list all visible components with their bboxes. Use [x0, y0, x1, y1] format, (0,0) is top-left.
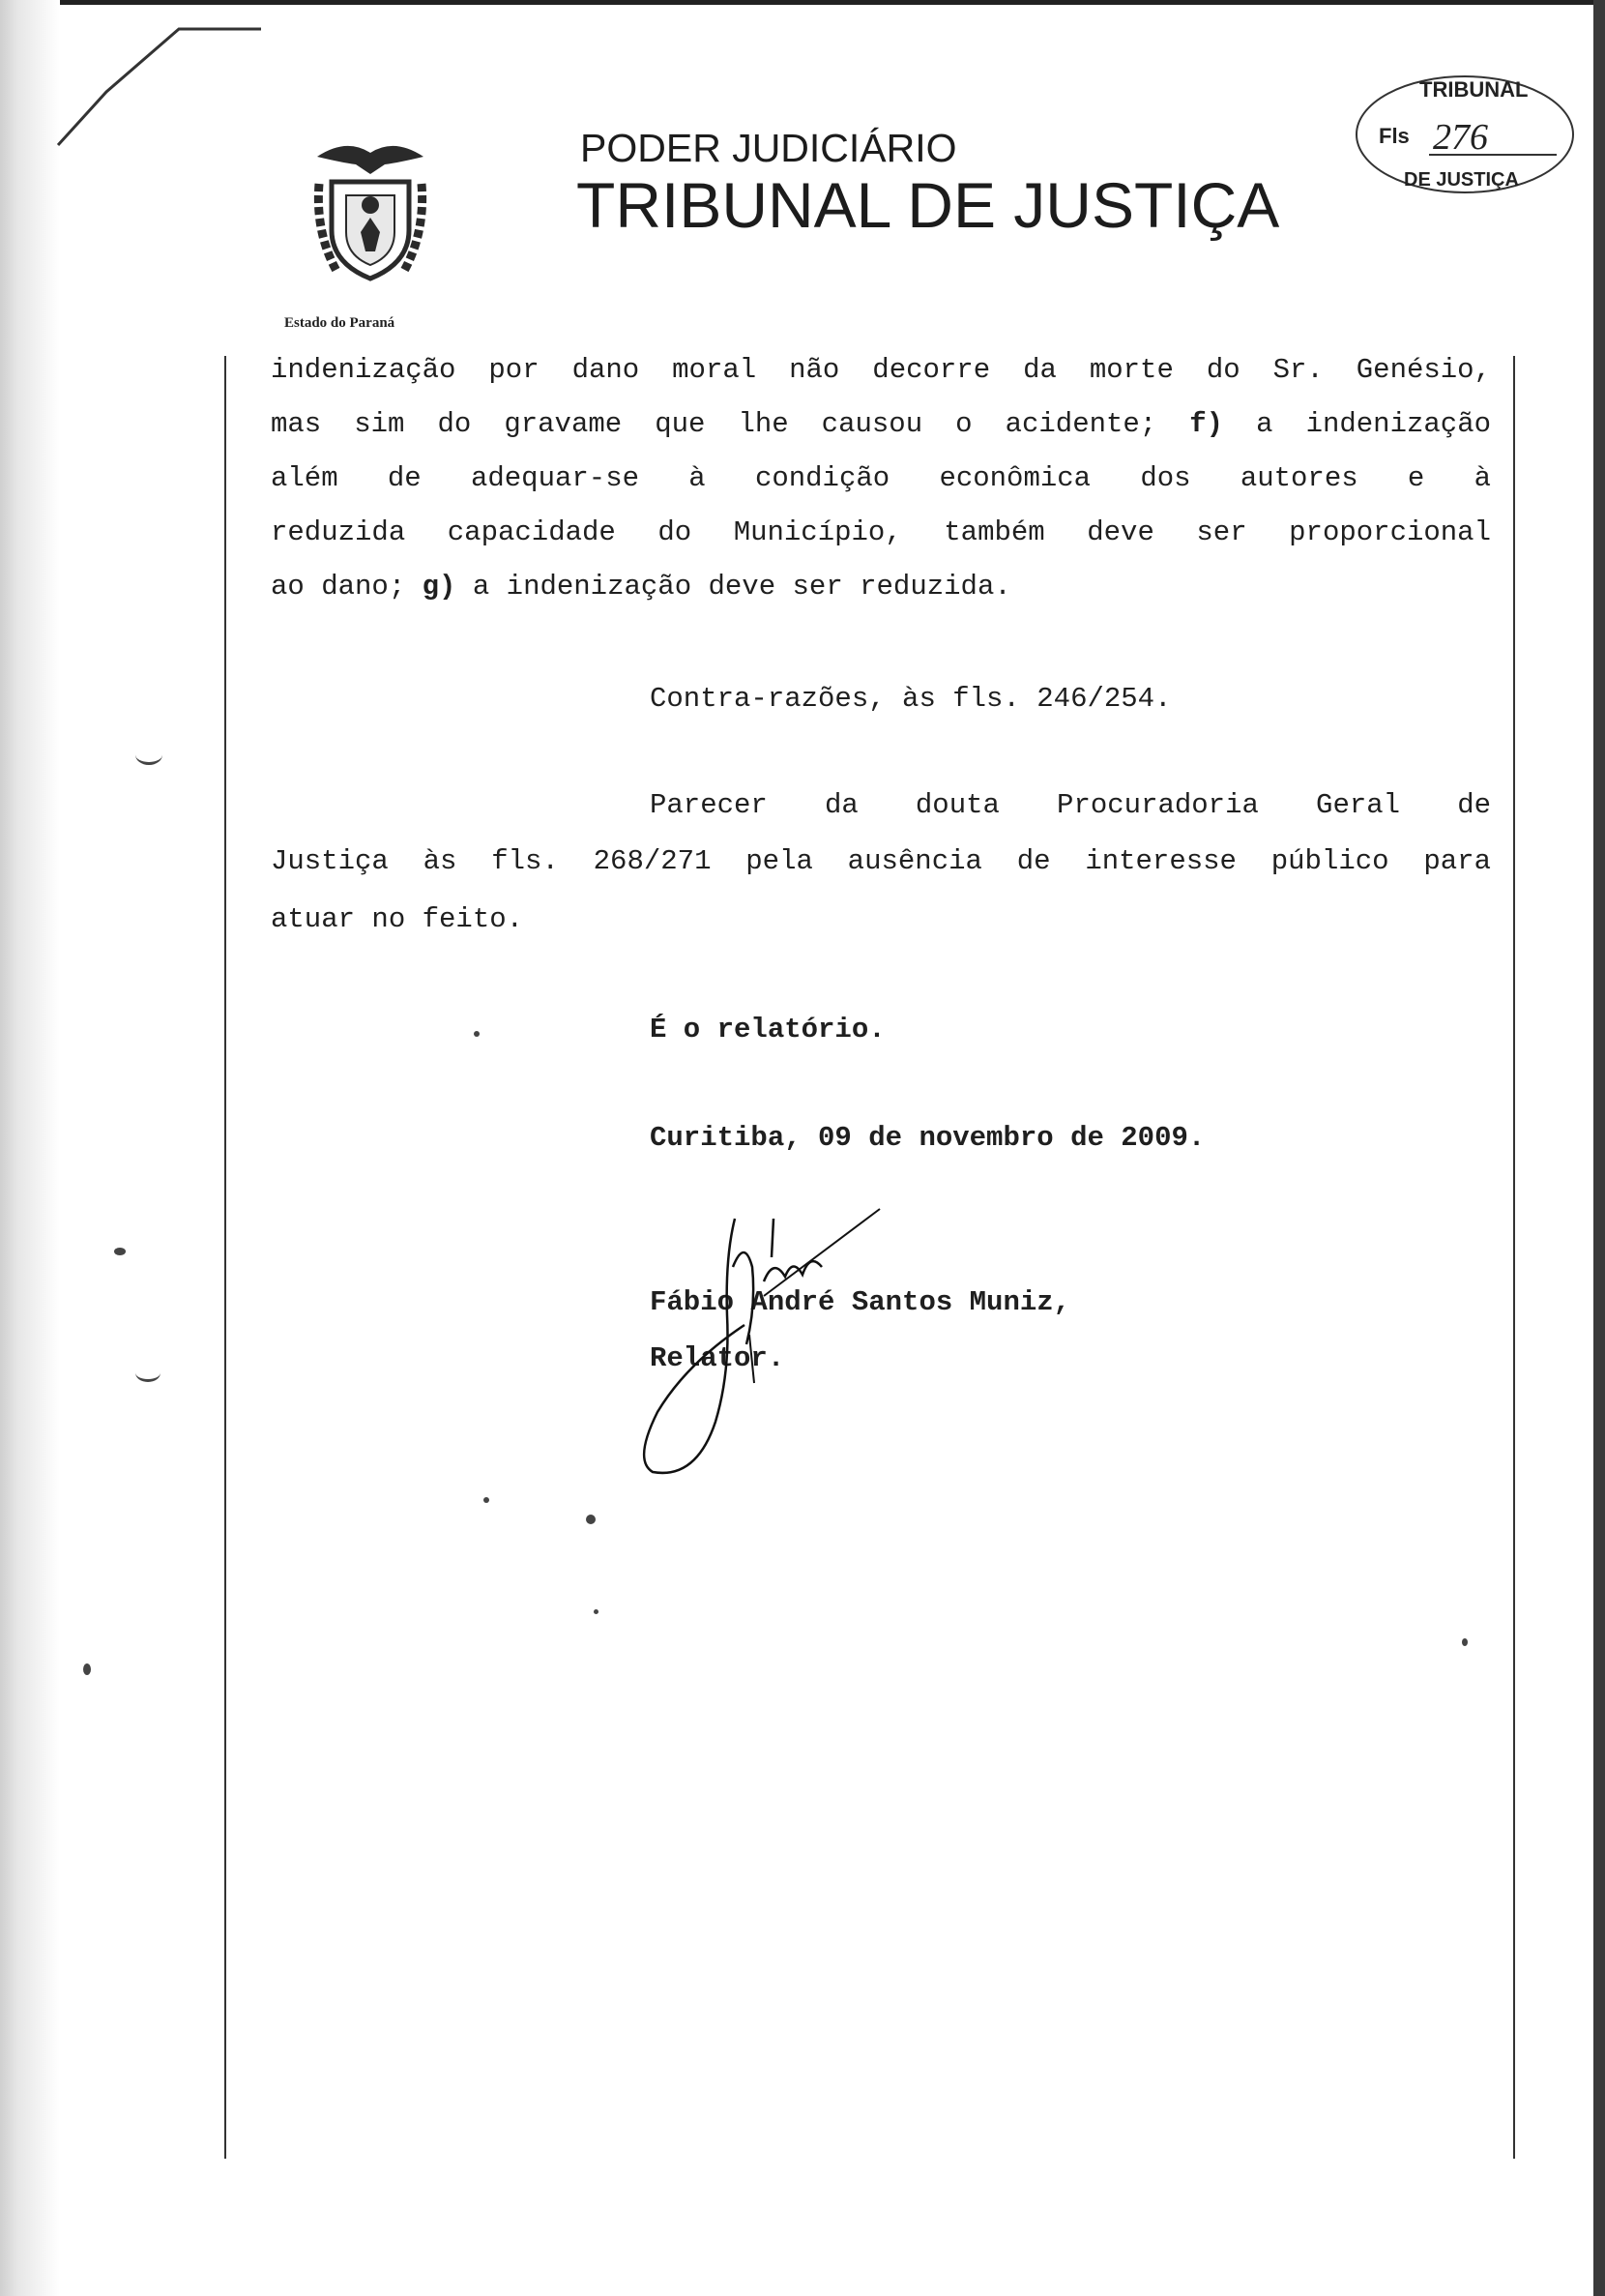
- body-line-5-text-a: ao dano;: [271, 571, 406, 603]
- scan-right-edge: [1593, 0, 1605, 2296]
- item-f-marker: f): [1189, 408, 1224, 440]
- body-line-1: indenização por dano moral não decorre da morte do Sr. Genésio,: [271, 354, 1491, 386]
- body-line-2-text-a: mas sim do gravame que lhe causou o acidente;: [271, 408, 1157, 440]
- body-line-2: [271, 408, 1491, 441]
- parecer-line-1: Parecer da douta Procuradoria Geral de: [650, 789, 1491, 821]
- scan-speck: [114, 1248, 126, 1255]
- parecer-line-2: Justiça às fls. 268/271 pela ausência de interesse público para: [271, 845, 1491, 877]
- scan-speck: [135, 1364, 160, 1382]
- stamp-bottom-text: DE JUSTIÇA: [1404, 169, 1519, 191]
- page-number-stamp: [1344, 62, 1576, 217]
- scan-corner-mark: [0, 0, 290, 193]
- body-line-2-text-b: a indenização: [1256, 408, 1491, 440]
- body-line-5: [271, 571, 1011, 603]
- parana-coat-of-arms-icon: [307, 135, 433, 290]
- date-line: Curitiba, 09 de novembro de 2009.: [650, 1122, 1206, 1154]
- header-branch: PODER JUDICIÁRIO: [580, 126, 957, 170]
- scan-speck: [586, 1515, 596, 1524]
- scan-speck: [83, 1663, 91, 1675]
- scan-speck: [474, 1031, 480, 1037]
- stamp-label: Fls: [1379, 124, 1410, 148]
- scan-speck: [483, 1497, 489, 1503]
- handwritten-signature: [619, 1199, 909, 1489]
- state-name: Estado do Paraná: [284, 315, 395, 331]
- scan-speck: [1462, 1638, 1468, 1646]
- stamp-top-text: TRIBUNAL: [1419, 77, 1529, 102]
- signer-role: Relator.: [650, 1342, 785, 1374]
- item-g-marker: g): [422, 571, 456, 603]
- left-margin-rule: [224, 356, 226, 2159]
- parecer-line-3: atuar no feito.: [271, 903, 524, 935]
- body-line-5-text-b: a indenização deve ser reduzida.: [472, 571, 1011, 603]
- contrarazoes-line: Contra-razões, às fls. 246/254.: [650, 683, 1172, 715]
- body-line-4: reduzida capacidade do Município, também deve ser proporcional: [271, 516, 1491, 548]
- right-margin-rule: [1513, 356, 1515, 2159]
- scan-speck: [594, 1609, 598, 1614]
- header-court: TRIBUNAL DE JUSTIÇA: [576, 169, 1280, 241]
- stamp-number: 276: [1433, 117, 1488, 158]
- scan-left-edge: [0, 0, 60, 2296]
- body-line-3: além de adequar-se à condição econômica dos autores e à: [271, 462, 1491, 494]
- relatorio-line: É o relatório.: [650, 1014, 886, 1045]
- signer-name: Fábio André Santos Muniz,: [650, 1286, 1071, 1318]
- scan-speck: [135, 745, 162, 765]
